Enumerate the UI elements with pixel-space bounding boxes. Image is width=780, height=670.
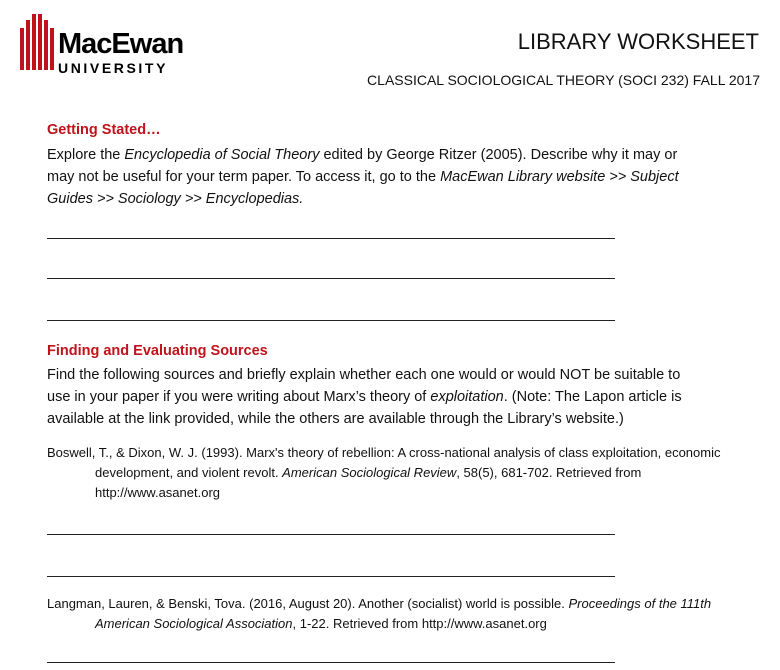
- logo-name: MacEwan: [58, 28, 184, 60]
- reference-langman: Langman, Lauren, & Benski, Tova. (2016, August 20). Another (socialist) world is possible. Proceedings of the 111th American Sociological Association, 1-22. Retrieved from http://www.asanet.org: [47, 596, 712, 631]
- answer-line[interactable]: [47, 278, 615, 279]
- document-subtitle: CLASSICAL SOCIOLOGICAL THEORY (SOCI 232) FALL 2017: [367, 72, 760, 88]
- section-heading-getting-started: Getting Stated…: [47, 122, 161, 138]
- macewan-crest-icon: [20, 14, 54, 70]
- answer-line[interactable]: [47, 662, 615, 663]
- answer-line[interactable]: [47, 576, 615, 577]
- section-heading-finding-sources: Finding and Evaluating Sources: [47, 343, 268, 359]
- macewan-logo: [20, 14, 200, 84]
- section-instructions: Explore the Encyclopedia of Social Theory edited by George Ritzer (2005). Describe why it may or may not be useful for your term paper. To access it, go to the MacEwan Library website >> Subject Guides >> Sociology >> Encyclopedias.: [47, 147, 679, 207]
- section-instructions: Find the following sources and briefly explain whether each one would or would NOT be suitable to use in your paper if you were writing about Marx’s theory of exploitation. (Note: The Lapon article is available at the link provided, while the others are available through the Library’s website.): [47, 367, 682, 427]
- answer-line[interactable]: [47, 320, 615, 321]
- answer-line[interactable]: [47, 238, 615, 239]
- reference-boswell: Boswell, T., & Dixon, W. J. (1993). Marx's theory of rebellion: A cross-national analysis of class exploitation, economic development, and violent revolt. American Sociological Review, 58(5), 681-702. Retrieved from http://www.asanet.org: [47, 445, 721, 500]
- logo-university: UNIVERSITY: [58, 60, 169, 76]
- answer-line[interactable]: [47, 534, 615, 535]
- document-title: LIBRARY WORKSHEET: [517, 29, 759, 54]
